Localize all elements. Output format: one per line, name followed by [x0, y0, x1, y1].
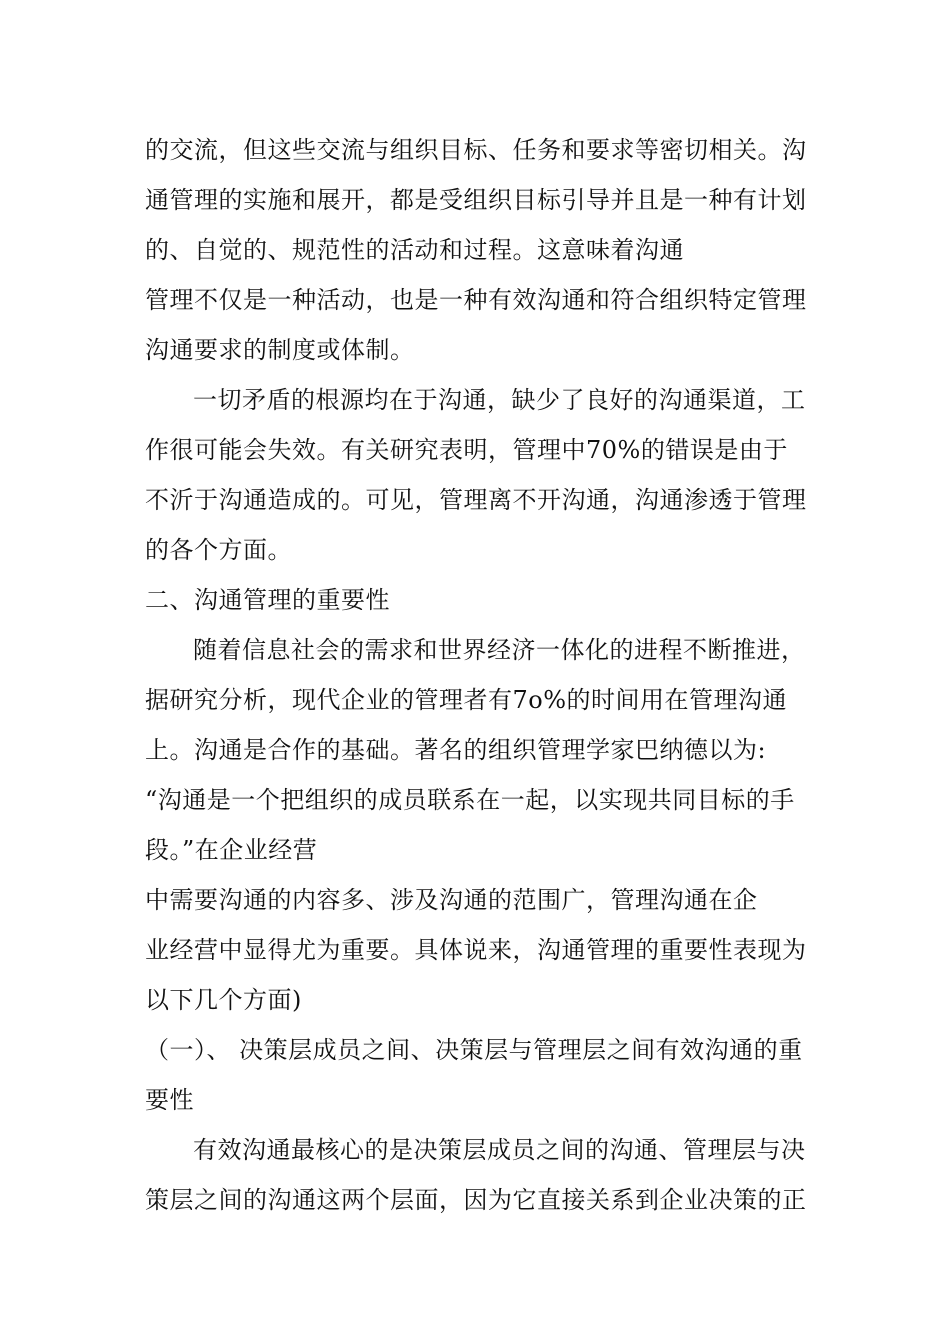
section-heading: 二、沟通管理的重要性: [145, 586, 390, 614]
text-line: 通管理的实施和展开，都是受组织目标引导并且是一种有计划: [145, 186, 807, 214]
text-line: 上。沟通是合作的基础。著名的组织管理学家巴纳德以为:: [145, 736, 767, 764]
text-line: 不沂于沟通造成的。可见，管理离不开沟通，沟通渗透于管理: [145, 486, 807, 514]
paragraph-start-line: 随着信息社会的需求和世界经济一体化的进程不断推进，: [193, 636, 806, 664]
text-line: 段。”在企业经营: [145, 836, 318, 864]
text-line: 策层之间的沟通这两个层面，因为它直接关系到企业决策的正: [145, 1186, 807, 1214]
subsection-heading-continued: 要性: [145, 1086, 194, 1114]
text-line: 管理不仅是一种活动，也是一种有效沟通和符合组织特定管理: [145, 286, 807, 314]
text-line: 沟通要求的制度或体制。: [145, 336, 415, 364]
paragraph-start-line: 有效沟通最核心的是决策层成员之间的沟通、管理层与决: [193, 1136, 806, 1164]
text-line: 以下几个方面): [145, 986, 302, 1014]
text-line: 据研究分析，现代企业的管理者有7o%的时间用在管理沟通: [145, 686, 788, 714]
text-line: 的交流，但这些交流与组织目标、任务和要求等密切相关。沟: [145, 136, 807, 164]
text-line: 中需要沟通的内容多、涉及沟通的范围广，管理沟通在企: [145, 886, 758, 914]
text-line: 业经营中显得尤为重要。具体说来，沟通管理的重要性表现为: [145, 936, 807, 964]
text-line: “沟通是一个把组织的成员联系在一起，以实现共同目标的手: [145, 786, 795, 814]
subsection-heading: （一）、 决策层成员之间、决策层与管理层之间有效沟通的重: [145, 1036, 803, 1064]
text-line: 的、自觉的、规范性的活动和过程。这意味着沟通: [145, 236, 684, 264]
text-line: 作很可能会失效。有关研究表明，管理中70%的错误是由于: [145, 436, 788, 464]
text-line: 的各个方面。: [145, 536, 292, 564]
paragraph-start-line: 一切矛盾的根源均在于沟通，缺少了良好的沟通渠道，工: [193, 386, 806, 414]
